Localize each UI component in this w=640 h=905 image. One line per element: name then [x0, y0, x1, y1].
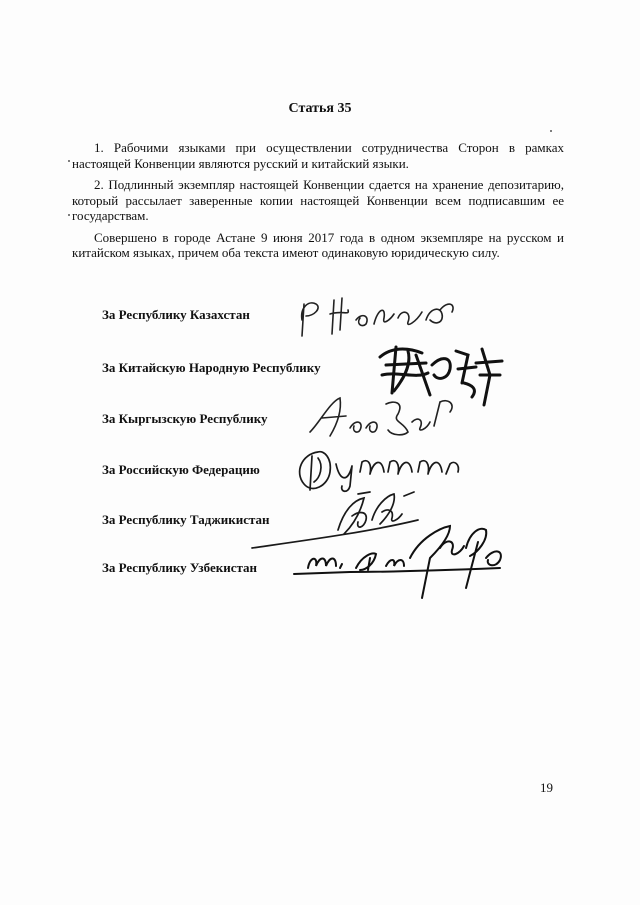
paragraph-2: 2. Подлинный экземпляр настоящей Конвенции сдается на хранение депозитарию, который рассылает заверенные копии настоящей Конвенции всем подписавшим ее государствам. — [72, 177, 564, 223]
scan-speck — [68, 214, 70, 216]
paragraph-1: 1. Рабочими языками при осуществлении сотрудничества Сторон в рамках настоящей Конвенции являются русский и китайский языки. — [72, 140, 564, 171]
signatory-russia-label: За Российскую Федерацию — [102, 462, 260, 477]
signatory-kazakhstan-label: За Республику Казахстан — [102, 307, 250, 322]
signatory-tajikistan-label: За Республику Таджикистан — [102, 512, 270, 527]
article-title: Статья 35 — [288, 101, 352, 116]
article-body — [72, 140, 564, 267]
signatory-china-label: За Китайскую Народную Республику — [102, 360, 321, 375]
page-number: 19 — [540, 780, 553, 795]
scan-speck — [550, 130, 552, 132]
signatory-uzbekistan-label: За Республику Узбекистан — [102, 560, 257, 575]
signature-kyrgyzstan — [300, 392, 470, 447]
signatory-kyrgyzstan-label: За Кыргызскую Республику — [102, 411, 268, 426]
scan-speck — [68, 160, 70, 162]
signature-uzbekistan — [290, 518, 520, 613]
paragraph-3: Совершено в городе Астане 9 июня 2017 года в одном экземпляре на русском и китайском языках, причем оба текста имеют одинаковую юридическую силу. — [72, 229, 564, 260]
